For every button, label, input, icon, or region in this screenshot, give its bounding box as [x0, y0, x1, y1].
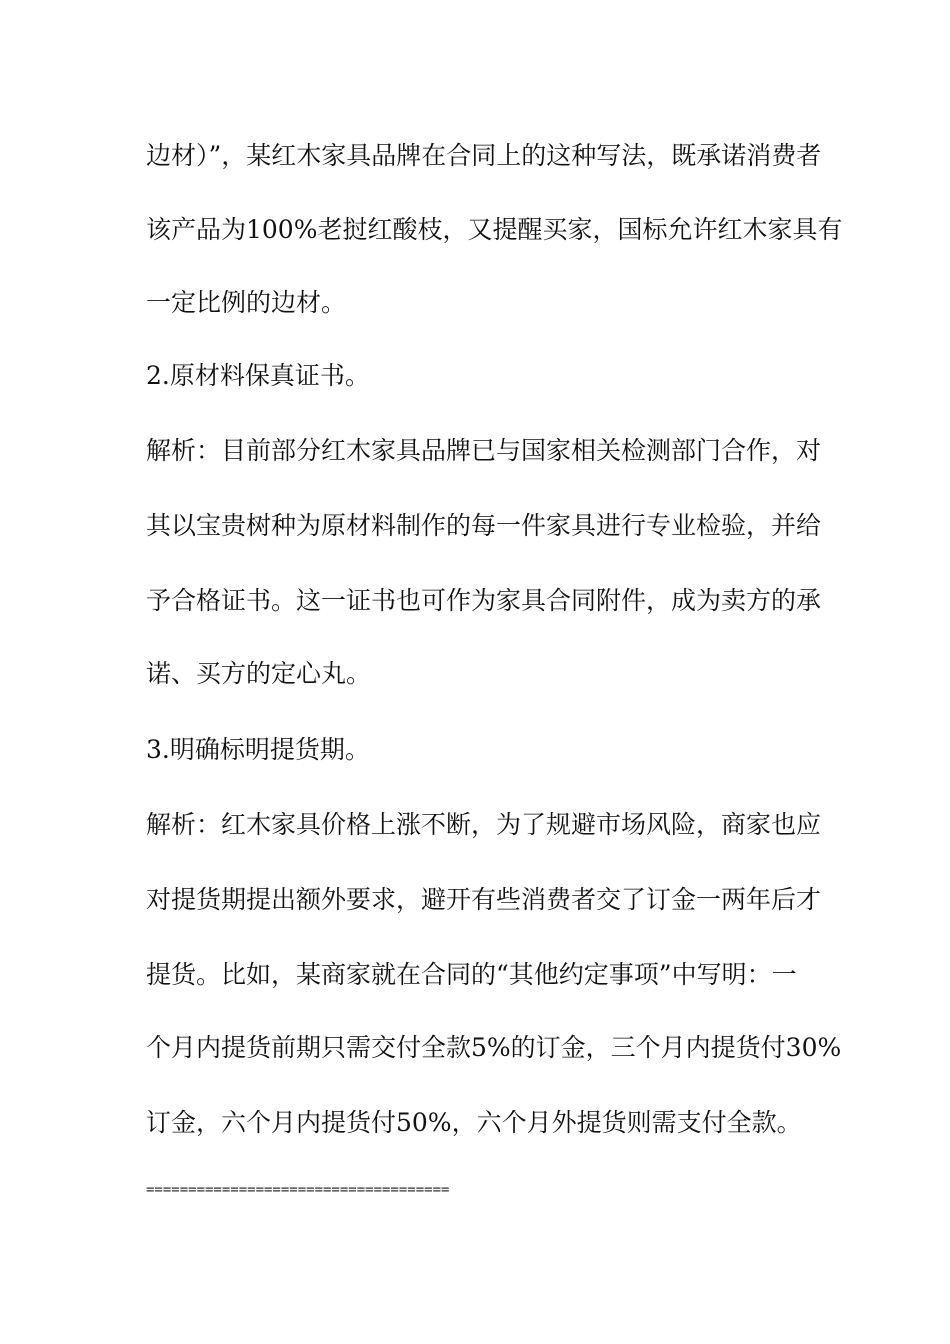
- text-line-7: 予合格证书。这一证书也可作为家具合同附件，成为卖方的承: [146, 586, 822, 615]
- separator-line: ====================================: [146, 1182, 450, 1198]
- text-line-1: 边材）”，某红木家具品牌在合同上的这种写法，既承诺消费者: [146, 141, 822, 170]
- section-heading-3: 3.明确标明提货期。: [146, 735, 370, 764]
- text-line-3: 一定比例的边材。: [146, 288, 347, 317]
- text-line-11: 对提货期提出额外要求，避开有些消费者交了订金一两年后才: [146, 885, 822, 914]
- text-line-2: 该产品为100%老挝红酸枝，又提醒买家，国标允许红木家具有: [146, 215, 843, 244]
- text-line-6: 其以宝贵树种为原材料制作的每一件家具进行专业检验，并给: [146, 511, 822, 540]
- text-line-14: 订金，六个月内提货付50%，六个月外提货则需支付全款。: [146, 1108, 802, 1137]
- text-line-10: 解析：红木家具价格上涨不断，为了规避市场风险，商家也应: [146, 810, 822, 839]
- text-line-8: 诺、买方的定心丸。: [146, 659, 372, 688]
- text-line-5: 解析：目前部分红木家具品牌已与国家相关检测部门合作，对: [146, 436, 822, 465]
- text-line-12: 提货。比如，某商家就在合同的“其他约定事项”中写明：一: [146, 960, 797, 989]
- section-heading-2: 2.原材料保真证书。: [146, 361, 370, 390]
- text-line-13: 个月内提货前期只需交付全款5%的订金，三个月内提货付30%: [146, 1033, 842, 1062]
